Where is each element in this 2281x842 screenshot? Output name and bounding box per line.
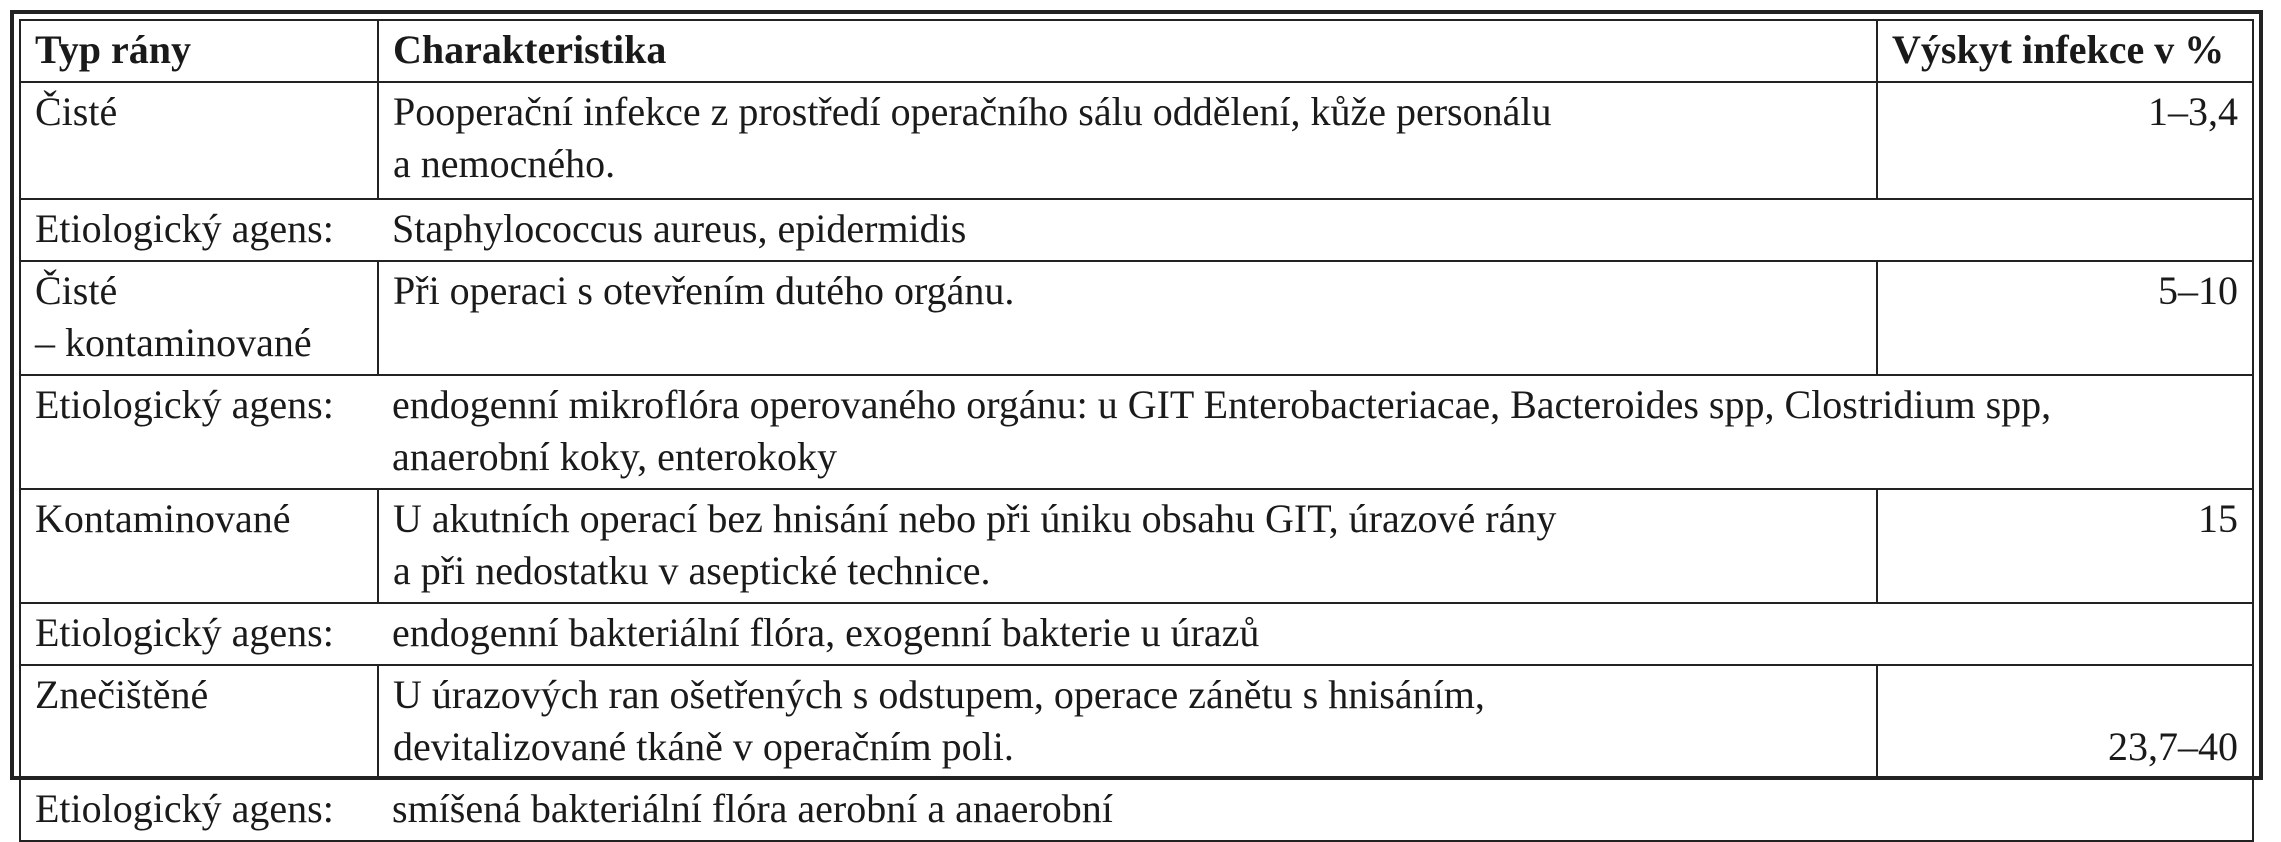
header-rate: Výskyt infekce v %: [1877, 20, 2253, 82]
wound-type-cell: [20, 665, 378, 779]
wound-type-cell: [20, 489, 378, 603]
infection-rate-cell: 23,7–40: [1877, 665, 2253, 779]
table-frame: [10, 10, 2263, 831]
agens-label: Etiologický agens:: [20, 779, 378, 841]
characteristic-cell: [378, 489, 1877, 603]
infection-rate-cell: 15: [1877, 489, 2253, 603]
agens-text-cell: [378, 375, 2253, 489]
characteristic-text: U akutních operací bez hnisání nebo při úniku obsahu GIT, úrazové rány: [393, 496, 1557, 541]
agens-text: endogenní bakteriální flóra, exogenní bakterie u úrazů: [392, 610, 1260, 655]
agens-text: Staphylococcus aureus, epidermidis: [392, 206, 967, 251]
table-row: [20, 665, 2253, 779]
characteristic-text: Pooperační infekce z prostředí operačního sálu oddělení, kůže personálu: [393, 89, 1552, 134]
table-row: [20, 261, 2253, 375]
characteristic-cell: [378, 261, 1877, 375]
characteristic-cell: [378, 82, 1877, 199]
characteristic-text: U úrazových ran ošetřených s odstupem, operace zánětu s hnisáním,: [393, 672, 1485, 717]
wound-type-label: Kontaminované: [35, 496, 291, 541]
characteristic-text: devitalizované tkáně v operačním poli.: [393, 724, 1014, 769]
table-header-row: [20, 20, 2253, 82]
agens-label: Etiologický agens:: [20, 375, 378, 489]
agens-text-cell: [378, 199, 2253, 261]
wound-type-cell: [20, 261, 378, 375]
infection-rate-cell: 1–3,4: [1877, 82, 2253, 199]
wound-type-cell: [20, 82, 378, 199]
wound-type-label: Znečištěné: [35, 672, 209, 717]
wound-infection-table: [19, 19, 2254, 842]
agens-row: [20, 199, 2253, 261]
wound-type-label: – kontaminované: [35, 320, 312, 365]
agens-text-cell: [378, 603, 2253, 665]
agens-text: smíšená bakteriální flóra aerobní a anaerobní: [392, 786, 1113, 831]
table-row: [20, 489, 2253, 603]
agens-row: [20, 603, 2253, 665]
wound-type-label: Čisté: [35, 89, 118, 134]
agens-label: Etiologický agens:: [20, 199, 378, 261]
agens-text: anaerobní koky, enterokoky: [392, 434, 838, 479]
characteristic-text: a při nedostatku v aseptické technice.: [393, 548, 991, 593]
header-characteristic: Charakteristika: [378, 20, 1877, 82]
wound-type-label: Čisté: [35, 268, 118, 313]
agens-label: Etiologický agens:: [20, 603, 378, 665]
characteristic-text: a nemocného.: [393, 141, 616, 186]
agens-row: [20, 375, 2253, 489]
agens-row: [20, 779, 2253, 841]
agens-text: endogenní mikroflóra operovaného orgánu: u GIT Enterobacteriacae, Bacteroides spp, Clostridium spp,: [392, 382, 2052, 427]
characteristic-cell: [378, 665, 1877, 779]
infection-rate-cell: 5–10: [1877, 261, 2253, 375]
agens-text-cell: [378, 779, 2253, 841]
table-row: [20, 82, 2253, 199]
characteristic-text: Při operaci s otevřením dutého orgánu.: [393, 268, 1015, 313]
header-type: Typ rány: [20, 20, 378, 82]
